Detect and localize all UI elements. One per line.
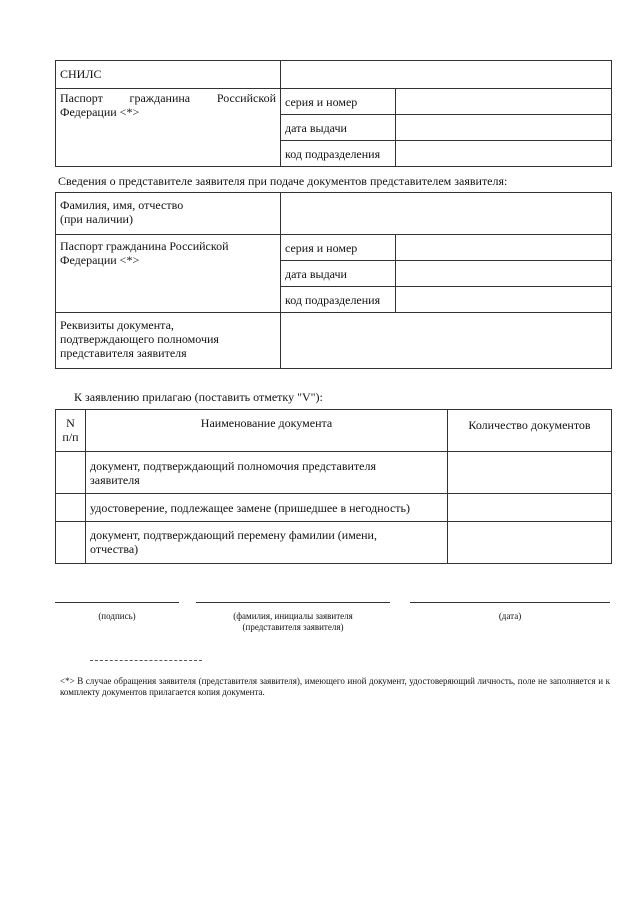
name-caption: (фамилия, инициалы заявителя (представителя заявителя): [233, 611, 353, 632]
representative-fullname-field[interactable]: [281, 193, 612, 235]
footnote-text: <*> В случае обращения заявителя (представителя заявителя), имеющего иной документ, удостоверяющий личность, поле не заполняется и к комплекту документов прилагается копия документа.: [60, 676, 610, 697]
date-line[interactable]: [410, 602, 610, 603]
attachment-check-cell[interactable]: [56, 452, 86, 494]
attachment-check-cell[interactable]: [56, 494, 86, 522]
applicant-division-code-label: код подразделения: [281, 141, 396, 167]
representative-division-code-label: код подразделения: [281, 287, 396, 313]
col-number-header: N п/п: [56, 410, 86, 452]
attachments-table: [55, 409, 612, 564]
representative-division-code-field[interactable]: [396, 287, 612, 313]
attachments-heading: К заявлению прилагаю (поставить отметку "V"):: [74, 390, 323, 404]
applicant-series-number-label: серия и номер: [281, 89, 396, 115]
attachment-count-field[interactable]: [448, 522, 612, 564]
footnote-divider: [90, 660, 202, 661]
table-row: [56, 522, 612, 564]
representative-heading: Сведения о представителе заявителя при подаче документов представителем заявителя:: [58, 174, 508, 188]
authority-document-field[interactable]: [281, 313, 612, 369]
signature-line[interactable]: [55, 602, 179, 603]
applicant-series-number-field[interactable]: [396, 89, 612, 115]
date-caption: (дата): [498, 611, 522, 621]
table-row: [56, 494, 612, 522]
representative-series-number-label: серия и номер: [281, 235, 396, 261]
applicant-division-code-field[interactable]: [396, 141, 612, 167]
representative-table: [55, 192, 612, 369]
snils-field[interactable]: [281, 61, 612, 89]
signature-caption: (подпись): [98, 611, 136, 621]
attachment-count-field[interactable]: [448, 494, 612, 522]
col-name-header: Наименование документа: [86, 410, 448, 452]
applicant-issue-date-field[interactable]: [396, 115, 612, 141]
attachment-count-field[interactable]: [448, 452, 612, 494]
authority-document-label: Реквизиты документа, подтверждающего полномочия представителя заявителя: [56, 313, 281, 369]
table-row: [56, 452, 612, 494]
representative-issue-date-field[interactable]: [396, 261, 612, 287]
representative-issue-date-label: дата выдачи: [281, 261, 396, 287]
snils-label: СНИЛС: [56, 61, 281, 89]
applicant-issue-date-label: дата выдачи: [281, 115, 396, 141]
attachment-name: удостоверение, подлежащее замене (пришедшее в негодность): [86, 494, 448, 522]
col-count-header: Количество документов: [448, 410, 612, 452]
attachment-name: документ, подтверждающий перемену фамилии (имени, отчества): [86, 522, 448, 564]
attachment-name: документ, подтверждающий полномочия представителя заявителя: [86, 452, 448, 494]
representative-passport-label: Паспорт гражданина Российской Федерации <*>: [56, 235, 281, 313]
representative-fullname-label: Фамилия, имя, отчество (при наличии): [56, 193, 281, 235]
representative-series-number-field[interactable]: [396, 235, 612, 261]
attachment-check-cell[interactable]: [56, 522, 86, 564]
name-line[interactable]: [196, 602, 390, 603]
applicant-table: [55, 60, 612, 167]
applicant-passport-label: Паспорт гражданина Российской Федерации <*>: [56, 89, 281, 167]
